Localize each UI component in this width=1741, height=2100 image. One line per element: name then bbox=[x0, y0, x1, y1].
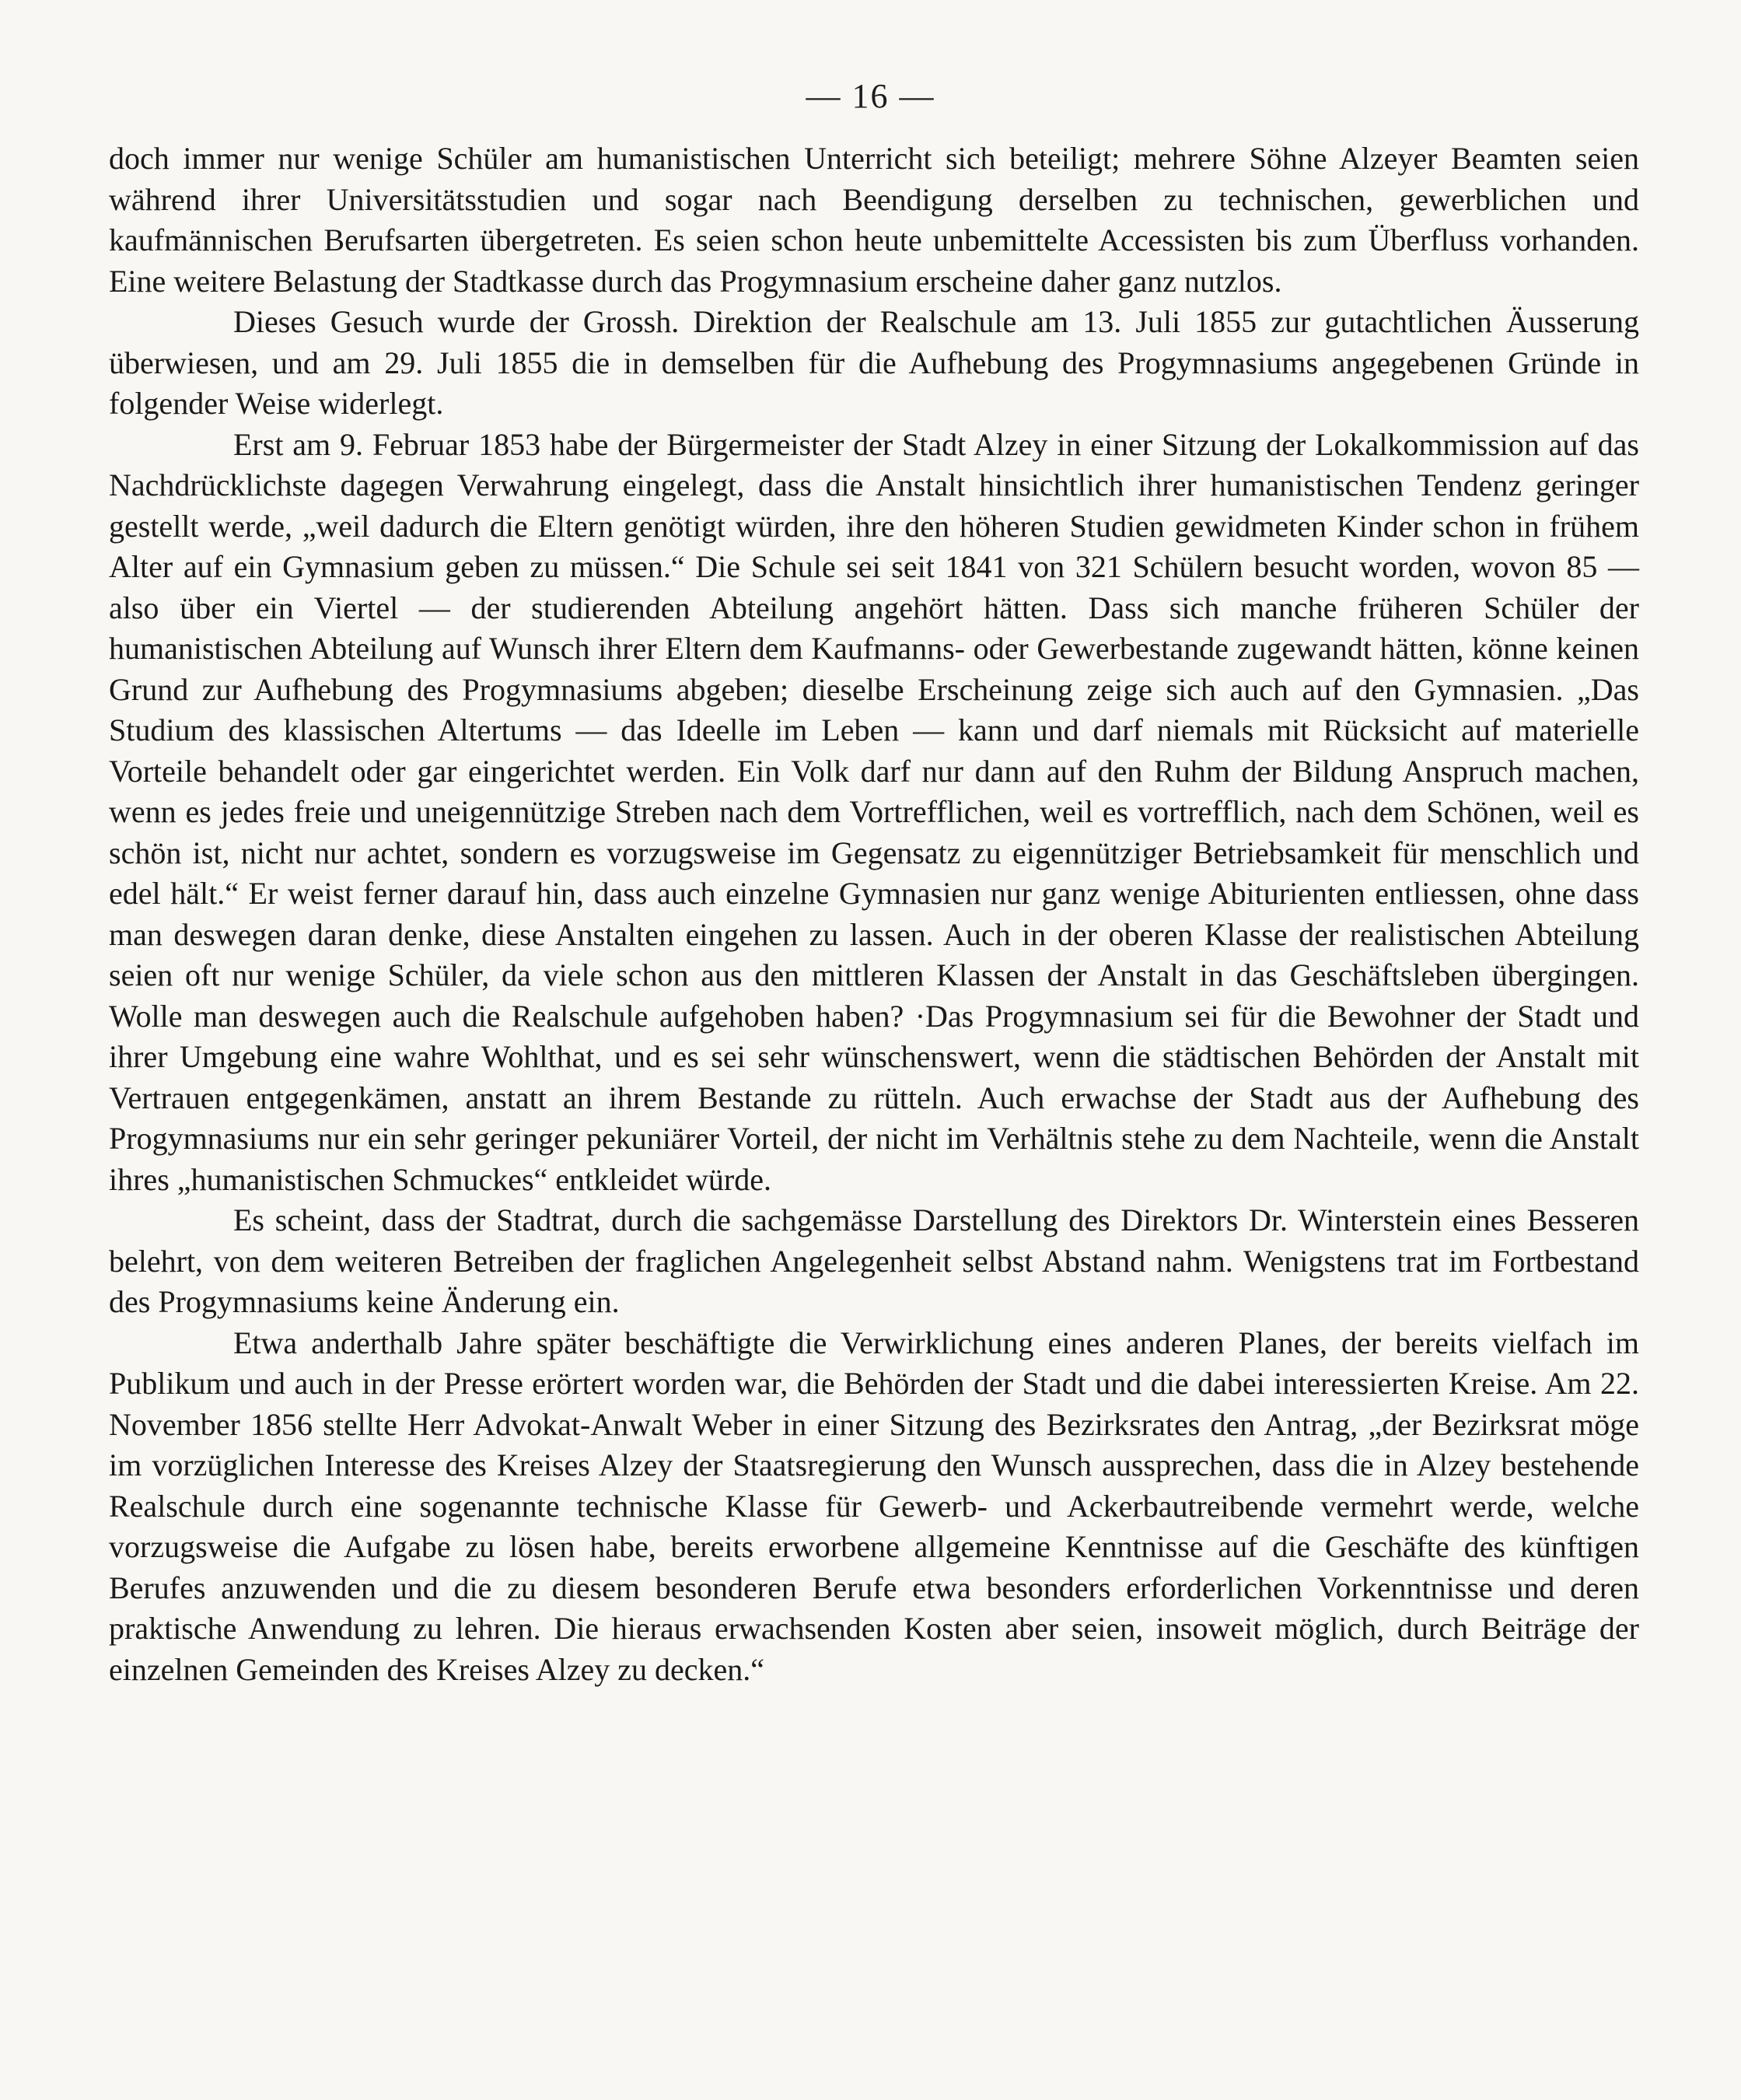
page-number: — 16 — bbox=[806, 77, 935, 115]
paragraph: Dieses Gesuch wurde der Grossh. Direktion der Realschule am 13. Juli 1855 zur gutachtlichen Äusserung überwiesen, und am 29. Juli 1855 die in demselben für die Aufhebung des Progymnasiums angegebenen Gründe in folgender Weise widerlegt. bbox=[109, 304, 1639, 421]
paragraph: Etwa anderthalb Jahre später beschäftigte die Verwirklichung eines anderen Planes, der bereits vielfach im Publikum und auch in der Presse erörtert worden war, die Behörden der Stadt und die dabei interessierten Kreise. Am 22. November 1856 stellte Herr Advokat-Anwalt Weber in einer Sitzung des Bezirksrates den Antrag, „der Bezirksrat möge im vorzüglichen Interesse des Kreises Alzey der Staatsregierung den Wunsch aussprechen, dass die in Alzey bestehende Realschule durch eine sogenannte technische Klasse für Gewerb- und Ackerbautreibende vermehrt werde, welche vorzugsweise die Aufgabe zu lösen habe, bereits erworbene allgemeine Kenntnisse auf die Geschäfte des künftigen Berufes anzuwenden und die zu diesem besonderen Berufe etwa besonders erforderlichen Vorkenntnisse und deren praktische Anwendung zu lehren. Die hieraus erwachsenden Kosten aber seien, insoweit möglich, durch Beiträge der einzelnen Gemeinden des Kreises Alzey zu decken.“ bbox=[109, 1325, 1639, 1687]
paragraph: Erst am 9. Februar 1853 habe der Bürgermeister der Stadt Alzey in einer Sitzung der Lokalkommission auf das Nachdrücklichste dagegen Verwahrung eingelegt, dass die Anstalt hinsichtlich ihrer humanistischen Tendenz geringer gestellt werde, „weil dadurch die Eltern genötigt würden, ihre den höheren Studien gewidmeten Kinder schon in frühem Alter auf ein Gymnasium geben zu müssen.“ Die Schule sei seit 1841 von 321 Schülern besucht worden, wovon 85 — also über ein Viertel — der studierenden Abteilung angehört hätten. Dass sich manche früheren Schüler der humanistischen Abteilung auf Wunsch ihrer Eltern dem Kaufmanns- oder Gewerbestande zugewandt hätten, könne keinen Grund zur Aufhebung des Progymnasiums abgeben; dieselbe Erscheinung zeige sich auch auf den Gymnasien. „Das Studium des klassischen Altertums — das Ideelle im Leben — kann und darf niemals mit Rücksicht auf materielle Vorteile behandelt oder gar eingerichtet werden. Ein Volk darf nur dann auf den Ruhm der Bildung Anspruch machen, wenn es jedes freie und uneigennützige Streben nach dem Vortrefflichen, weil es vortrefflich, nach dem Schönen, weil es schön ist, nicht nur achtet, sondern es vorzugsweise im Gegensatz zu eigennütziger Betriebsamkeit für menschlich und edel hält.“ Er weist ferner darauf hin, dass auch einzelne Gymnasien nur ganz wenige Abiturienten entliessen, ohne dass man deswegen daran denke, diese Anstalten eingehen zu lassen. Auch in der oberen Klasse der realistischen Abteilung seien oft nur wenige Schüler, da viele schon aus den mittleren Klassen der Anstalt in das Geschäftsleben übergingen. Wolle man deswegen auch die Realschule aufgehoben haben? ·Das Progymnasium sei für die Bewohner der Stadt und ihrer Umgebung eine wahre Wohlthat, und es sei sehr wünschenswert, wenn die städtischen Behörden der Anstalt mit Vertrauen entgegenkämen, anstatt an ihrem Bestande zu rütteln. Auch erwachse der Stadt aus der Aufhebung des Progymnasiums nur ein sehr geringer pekuniärer Vorteil, der nicht im Verhältnis stehe zu dem Nachteile, wenn die Anstalt ihres „humanistischen Schmuckes“ entkleidet würde. bbox=[109, 426, 1639, 1197]
paragraph-continuation: doch immer nur wenige Schüler am humanistischen Unterricht sich beteiligt; mehrere Söhne Alzeyer Beamten seien während ihrer Universitätsstudien und sogar nach Beendigung derselben zu technischen, gewerblichen und kaufmännischen Berufsarten übergetreten. Es seien schon heute unbemittelte Accessisten bis zum Überfluss vorhanden. Eine weitere Belastung der Stadtkasse durch das Progymnasium erscheine daher ganz nutzlos. bbox=[109, 141, 1639, 299]
body-text bbox=[109, 138, 1639, 1690]
paragraph: Es scheint, dass der Stadtrat, durch die sachgemässe Darstellung des Direktors Dr. Winterstein eines Besseren belehrt, von dem weiteren Betreiben der fraglichen Angelegenheit selbst Abstand nahm. Wenigstens trat im Fortbestand des Progymnasiums keine Änderung ein. bbox=[109, 1202, 1639, 1319]
